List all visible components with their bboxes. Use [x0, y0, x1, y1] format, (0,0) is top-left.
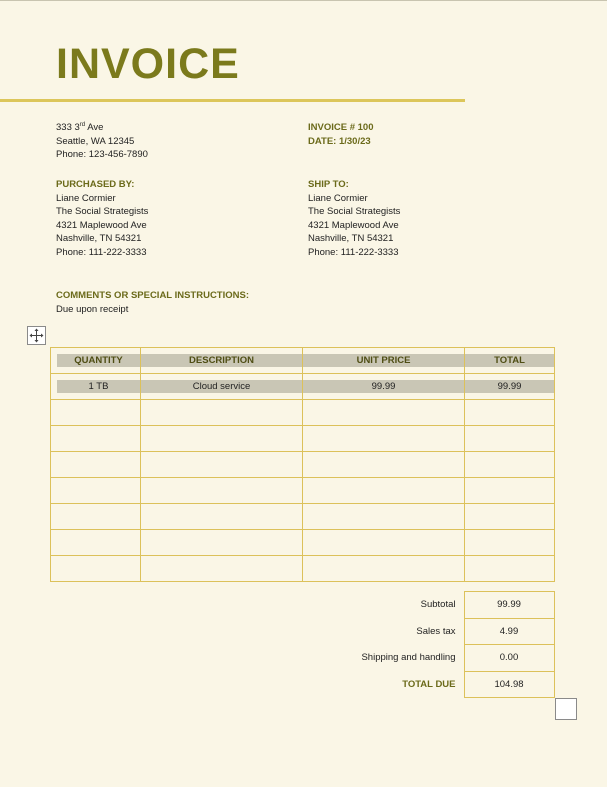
ship-to-street: 4321 Maplewood Ave: [308, 219, 399, 231]
ship-to-city: Nashville, TN 54321: [308, 233, 394, 245]
sender-street-name: Ave: [85, 122, 104, 133]
total-due-value[interactable]: 104.98: [464, 671, 554, 698]
ship-to-phone: Phone: 111-222-3333: [308, 246, 399, 258]
cell-total[interactable]: [465, 374, 555, 400]
empty-cell[interactable]: [141, 504, 303, 530]
empty-cell[interactable]: [465, 400, 555, 426]
items-table: [50, 347, 555, 582]
invoice-meta: [308, 121, 373, 148]
empty-cell[interactable]: [51, 400, 141, 426]
empty-cell[interactable]: [303, 556, 465, 582]
cell-unit-price[interactable]: [303, 374, 465, 400]
sender-address: [56, 121, 148, 162]
table-row: [51, 374, 555, 400]
total-due-row: [300, 671, 554, 698]
purchased-by-block: [56, 178, 148, 260]
empty-cell[interactable]: [465, 504, 555, 530]
empty-cell[interactable]: [51, 530, 141, 556]
comments-label: COMMENTS OR SPECIAL INSTRUCTIONS:: [56, 290, 249, 301]
sender-street-number: 333 3: [56, 122, 80, 133]
subtotal-value[interactable]: 99.99: [464, 592, 554, 619]
invoice-number: INVOICE # 100: [308, 122, 374, 133]
table-row: [51, 452, 555, 478]
empty-cell[interactable]: [141, 556, 303, 582]
purchased-by-label: PURCHASED BY:: [56, 179, 135, 190]
subtotal-row: [300, 592, 554, 619]
header-quantity: QUANTITY: [57, 354, 140, 367]
total-due-label: TOTAL DUE: [402, 678, 456, 690]
table-row: [51, 400, 555, 426]
ship-to-block: [308, 178, 400, 260]
comments-text: Due upon receipt: [56, 303, 129, 315]
row-unit-price: 99.99: [303, 380, 464, 393]
sales-tax-value[interactable]: 4.99: [464, 618, 554, 645]
empty-cell[interactable]: [303, 478, 465, 504]
row-quantity: 1 TB: [57, 380, 140, 393]
empty-cell[interactable]: [51, 452, 141, 478]
purchased-by-street: 4321 Maplewood Ave: [56, 219, 147, 231]
empty-cell[interactable]: [303, 504, 465, 530]
shipping-label: Shipping and handling: [361, 652, 456, 664]
purchased-by-company: The Social Strategists: [56, 206, 149, 218]
invoice-title: INVOICE: [56, 40, 240, 88]
empty-cell[interactable]: [141, 400, 303, 426]
empty-cell[interactable]: [465, 556, 555, 582]
move-icon: [28, 327, 45, 344]
shipping-row: [300, 645, 554, 672]
sender-phone: Phone: 123-456-7890: [56, 149, 148, 161]
empty-cell[interactable]: [141, 452, 303, 478]
sales-tax-row: [300, 618, 554, 645]
header-unit-price: UNIT PRICE: [303, 354, 464, 367]
title-underline: [0, 99, 465, 102]
empty-cell[interactable]: [51, 504, 141, 530]
header-description: DESCRIPTION: [141, 354, 302, 367]
header-cell-description[interactable]: [141, 348, 303, 374]
header-cell-unit-price[interactable]: [303, 348, 465, 374]
invoice-date: DATE: 1/30/23: [308, 135, 371, 147]
ship-to-label: SHIP TO:: [308, 179, 349, 190]
empty-cell[interactable]: [465, 478, 555, 504]
empty-cell[interactable]: [303, 400, 465, 426]
table-row: [51, 504, 555, 530]
empty-cell[interactable]: [141, 426, 303, 452]
empty-cell[interactable]: [51, 478, 141, 504]
empty-cell[interactable]: [303, 530, 465, 556]
ship-to-company: The Social Strategists: [308, 206, 401, 218]
totals-table: [300, 591, 555, 698]
row-total: 99.99: [465, 380, 554, 393]
ship-to-name: Liane Cormier: [308, 192, 368, 204]
empty-cell[interactable]: [51, 426, 141, 452]
sender-city: Seattle, WA 12345: [56, 135, 135, 147]
table-row: [51, 478, 555, 504]
table-row: [51, 426, 555, 452]
sales-tax-label: Sales tax: [416, 625, 456, 637]
empty-cell[interactable]: [141, 530, 303, 556]
header-cell-quantity[interactable]: [51, 348, 141, 374]
empty-cell[interactable]: [465, 426, 555, 452]
purchased-by-phone: Phone: 111-222-3333: [56, 246, 147, 258]
purchased-by-name: Liane Cormier: [56, 192, 116, 204]
cell-description[interactable]: [141, 374, 303, 400]
shipping-value[interactable]: 0.00: [464, 645, 554, 672]
sender-street-suffix: rd: [79, 121, 86, 128]
table-resize-handle[interactable]: [555, 698, 577, 720]
comments-block: [56, 289, 249, 316]
row-description: Cloud service: [141, 380, 302, 393]
empty-cell[interactable]: [303, 452, 465, 478]
header-total: TOTAL: [465, 354, 554, 367]
top-border: [0, 0, 607, 1]
subtotal-label: Subtotal: [420, 599, 456, 611]
header-cell-total[interactable]: [465, 348, 555, 374]
purchased-by-city: Nashville, TN 54321: [56, 233, 142, 245]
table-move-handle[interactable]: [27, 326, 46, 345]
empty-cell[interactable]: [465, 530, 555, 556]
table-header-row: [51, 348, 555, 374]
empty-cell[interactable]: [51, 556, 141, 582]
table-row: [51, 556, 555, 582]
table-row: [51, 530, 555, 556]
empty-cell[interactable]: [303, 426, 465, 452]
empty-cell[interactable]: [465, 452, 555, 478]
cell-quantity[interactable]: [51, 374, 141, 400]
empty-cell[interactable]: [141, 478, 303, 504]
sender-street: [56, 121, 148, 135]
